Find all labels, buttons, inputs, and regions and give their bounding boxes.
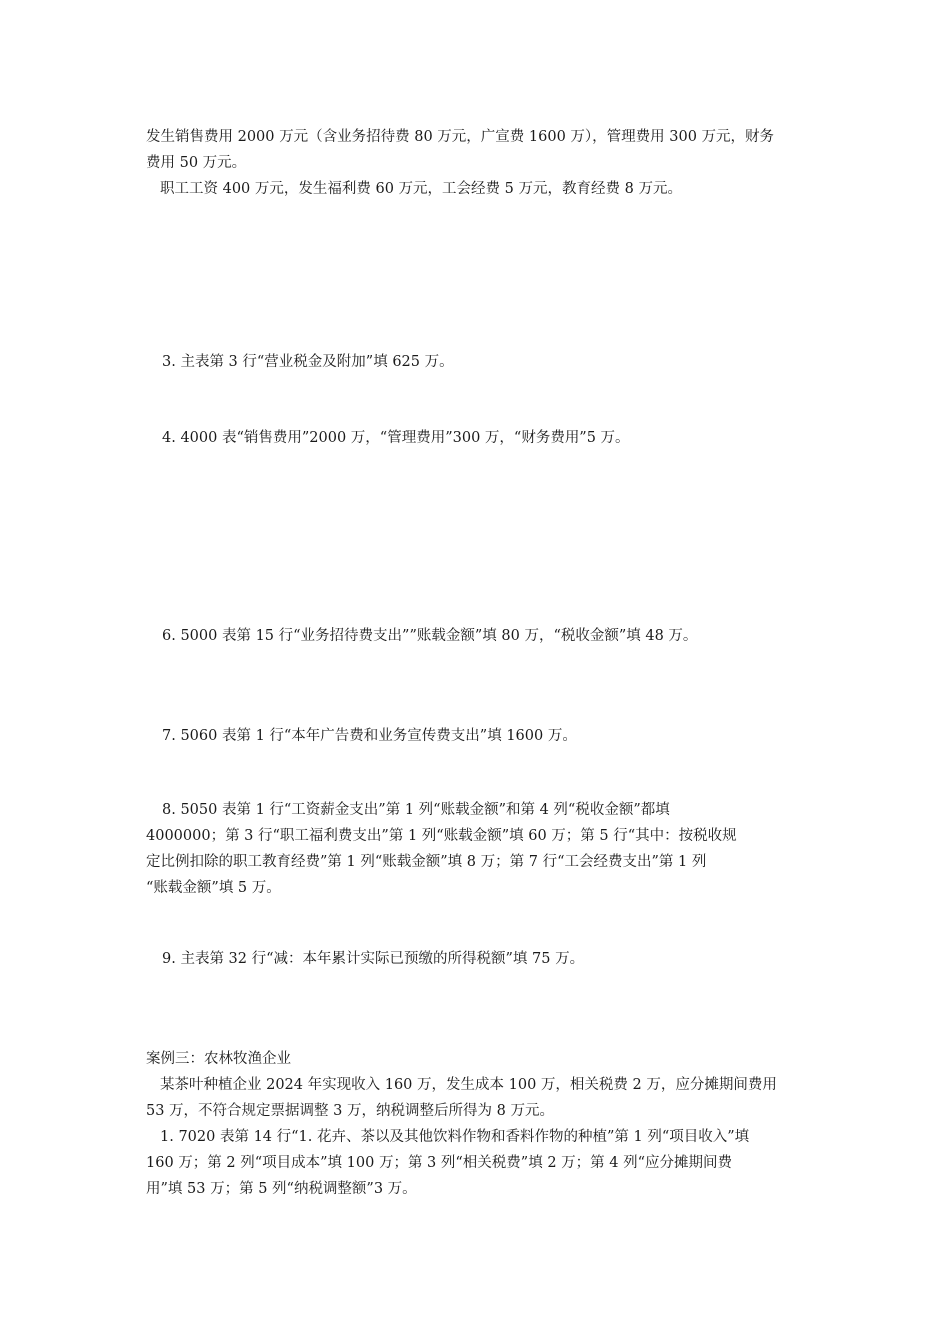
intro-line-2: 费用 50 万元。 bbox=[146, 155, 247, 171]
item-8-line-1: 8. 5050 表第 1 行“工资薪金支出”第 1 列“账载金额”和第 4 列“税收金额”都填 bbox=[162, 802, 670, 818]
item-9 bbox=[146, 946, 816, 972]
case-3-para-2-line-2: 160 万；第 2 列“项目成本”填 100 万；第 3 列“相关税费”填 2 万；第 4 列“应分摊期间费 bbox=[146, 1155, 733, 1171]
intro-paragraph bbox=[146, 124, 816, 202]
item-6 bbox=[146, 623, 816, 649]
case-3-section bbox=[146, 1046, 816, 1202]
item-8-line-4: “账载金额”填 5 万。 bbox=[146, 880, 281, 896]
item-9-text: 9. 主表第 32 行“减：本年累计实际已预缴的所得税额”填 75 万。 bbox=[162, 951, 585, 967]
item-3-text: 3. 主表第 3 行“营业税金及附加”填 625 万。 bbox=[162, 354, 454, 370]
item-7-text: 7. 5060 表第 1 行“本年广告费和业务宣传费支出”填 1600 万。 bbox=[162, 728, 577, 744]
item-6-text: 6. 5000 表第 15 行“业务招待费支出””账载金额”填 80 万，“税收金额”填 48 万。 bbox=[162, 628, 698, 644]
item-4-text: 4. 4000 表“销售费用”2000 万，“管理费用”300 万，“财务费用”5 万。 bbox=[162, 430, 630, 446]
item-4 bbox=[146, 425, 816, 451]
case-3-para-1-line-2: 53 万，不符合规定票据调整 3 万，纳税调整后所得为 8 万元。 bbox=[146, 1103, 554, 1119]
case-3-title: 案例三：农林牧渔企业 bbox=[146, 1051, 291, 1067]
item-7 bbox=[146, 723, 816, 749]
intro-line-1: 发生销售费用 2000 万元（含业务招待费 80 万元，广宣费 1600 万），管理费用 300 万元，财务 bbox=[146, 129, 775, 145]
item-3 bbox=[146, 349, 816, 375]
case-3-para-2-line-1: 1. 7020 表第 14 行“1. 花卉、茶以及其他饮料作物和香料作物的种植”第 1 列“项目收入”填 bbox=[160, 1129, 750, 1145]
item-8-line-2: 4000000；第 3 行“职工福利费支出”第 1 列“账载金额”填 60 万；第 5 行“其中：按税收规 bbox=[146, 828, 737, 844]
case-3-para-1-line-1: 某茶叶种植企业 2024 年实现收入 160 万，发生成本 100 万，相关税费 2 万，应分摊期间费用 bbox=[160, 1077, 777, 1093]
case-3-para-2-line-3: 用”填 53 万；第 5 列“纳税调整额”3 万。 bbox=[146, 1181, 417, 1197]
item-8-line-3: 定比例扣除的职工教育经费”第 1 列“账载金额”填 8 万；第 7 行“工会经费支出”第 1 列 bbox=[146, 854, 707, 870]
item-8 bbox=[146, 797, 816, 901]
intro-line-3: 职工工资 400 万元，发生福利费 60 万元，工会经费 5 万元，教育经费 8 万元。 bbox=[160, 181, 682, 197]
